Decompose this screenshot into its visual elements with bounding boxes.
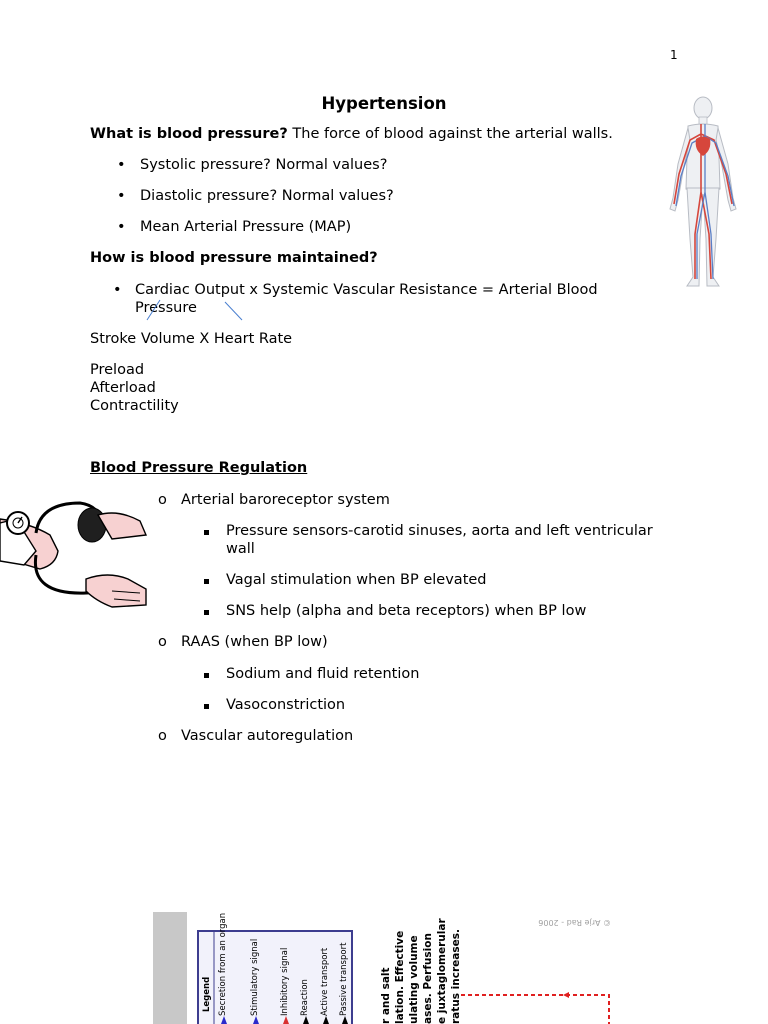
legend-active: Active transport (320, 947, 330, 1016)
page-number: 1 (670, 48, 678, 62)
factor-contractility: Contractility (90, 398, 179, 414)
square-bullet (204, 530, 209, 535)
diagram-text-line-2: lation. Effective (394, 930, 406, 1024)
square-bullet (204, 673, 209, 678)
baro-sensors-line-2: wall (226, 541, 255, 557)
baroreceptor-item: Arterial baroreceptor system (181, 492, 390, 508)
circle-bullet: o (158, 634, 167, 650)
diagram-text-line-5: e juxtaglomerular (436, 918, 448, 1024)
formula-line-2: Pressure (135, 300, 197, 316)
bullet-map: Mean Arterial Pressure (MAP) (140, 219, 352, 235)
legend-arrow-icons (221, 1016, 348, 1024)
circulatory-system-image (666, 94, 740, 294)
baro-sensors-line-1: Pressure sensors-carotid sinuses, aorta and left ventricular (226, 523, 653, 539)
bullet-dot: • (117, 219, 126, 235)
raas-sodium: Sodium and fluid retention (226, 666, 420, 682)
intro-question: What is blood pressure? (90, 126, 288, 142)
formula-arrow-marks (140, 296, 250, 326)
square-bullet (204, 610, 209, 615)
baro-vagal: Vagal stimulation when BP elevated (226, 572, 487, 588)
bullet-dot: • (113, 282, 122, 298)
raas-vasoconstriction: Vasoconstriction (226, 697, 346, 713)
legend-reaction: Reaction (300, 979, 310, 1016)
intro-answer: The force of blood against the arterial walls. (287, 126, 613, 142)
autoregulation-item: Vascular autoregulation (181, 728, 354, 744)
baro-sns: SNS help (alpha and beta receptors) when BP low (226, 603, 587, 619)
maintained-heading: How is blood pressure maintained? (90, 250, 378, 266)
bullet-diastolic: Diastolic pressure? Normal values? (140, 188, 394, 204)
square-bullet (204, 704, 209, 709)
diagram-text-line-4: ases. Perfusion (422, 933, 434, 1024)
arrowhead-icon (563, 992, 569, 998)
diagram-text-line-6: ratus increases. (450, 929, 462, 1024)
diagram-gray-bar (153, 912, 187, 1024)
dashed-feedback-arrow (461, 995, 609, 1024)
circle-bullet: o (158, 728, 167, 744)
raas-item: RAAS (when BP low) (181, 634, 328, 650)
legend-passive: Passive transport (339, 942, 349, 1016)
legend-inhibitory: Inhibitory signal (280, 947, 290, 1016)
legend-secretion: Secretion from an organ (218, 912, 228, 1016)
formula-line-1: Cardiac Output x Systemic Vascular Resistance = Arterial Blood (135, 282, 598, 298)
diagram-copyright: © Arje Rad - 2006 (538, 918, 611, 927)
diagram-text-line-3: ulating volume (408, 935, 420, 1024)
legend-stimulatory: Stimulatory signal (250, 938, 260, 1016)
factor-afterload: Afterload (90, 380, 156, 396)
diagram-text-line-1: r and salt (380, 967, 392, 1024)
intro-line (90, 126, 613, 142)
regulation-heading: Blood Pressure Regulation (90, 460, 308, 476)
blood-pressure-cuff-image (0, 495, 148, 617)
raas-diagram-fragment (187, 912, 627, 1024)
stroke-volume-line: Stroke Volume X Heart Rate (90, 331, 293, 347)
bullet-dot: • (117, 188, 126, 204)
bullet-systolic: Systolic pressure? Normal values? (140, 157, 388, 173)
factor-preload: Preload (90, 362, 145, 378)
legend-title: Legend (202, 976, 212, 1012)
square-bullet (204, 579, 209, 584)
page-title: Hypertension (321, 94, 447, 113)
bullet-dot: • (117, 157, 126, 173)
circle-bullet: o (158, 492, 167, 508)
